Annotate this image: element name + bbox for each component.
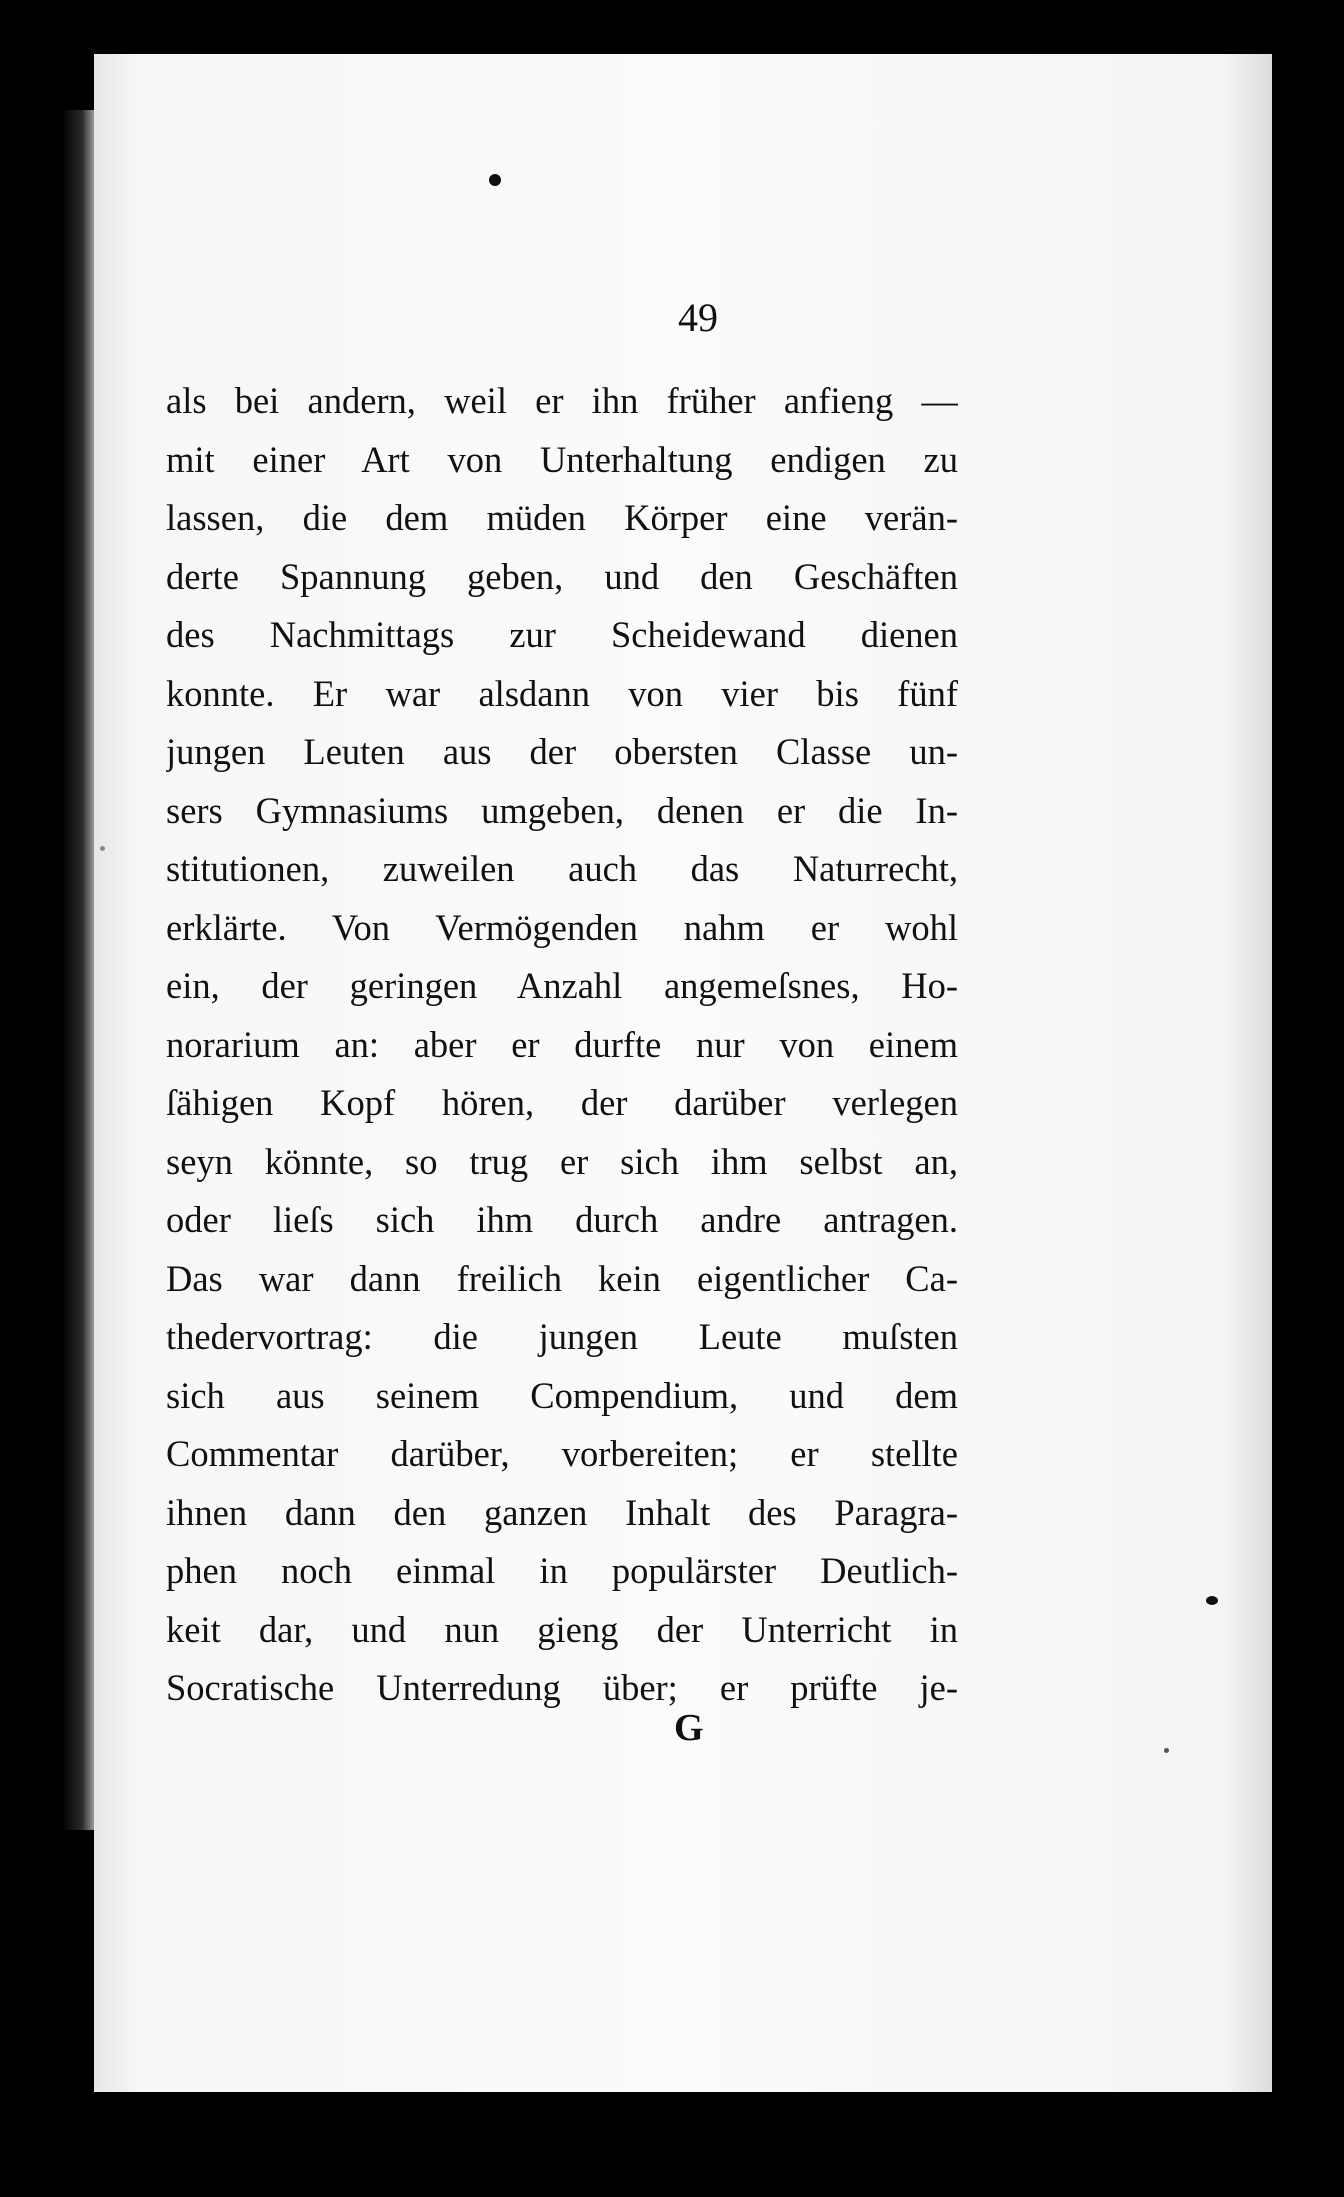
book-page <box>94 54 1272 2092</box>
text-line: jungen Leuten aus der obersten Classe un- <box>166 731 958 772</box>
text-line: konnte. Er war alsdann von vier bis fünf <box>166 672 958 714</box>
text-line: als bei andern, weil er ihn früher anfieng — <box>166 380 958 421</box>
ink-speck <box>1206 1596 1218 1605</box>
text-line: ihnen dann den ganzen Inhalt des Paragra- <box>166 1491 958 1533</box>
text-line: norarium an: aber er durfte nur von einem <box>166 1023 958 1065</box>
text-line: sers Gymnasiums umgeben, denen er die In- <box>166 789 958 831</box>
page-number: 49 <box>678 295 718 340</box>
book-spine-shadow <box>64 110 94 1830</box>
text-line: Commentar darüber, vorbereiten; er stellte <box>166 1433 958 1474</box>
text-line: lassen, die dem müden Körper eine verän- <box>166 497 958 538</box>
ink-speck <box>100 846 105 851</box>
text-line: ein, der geringen Anzahl angemeſsnes, Ho- <box>166 965 958 1006</box>
text-line: ſähigen Kopf hören, der darüber verlegen <box>166 1082 958 1123</box>
text-line: sich aus seinem Compendium, und dem <box>166 1374 958 1416</box>
signature-mark: G <box>674 1707 704 1749</box>
text-line: oder lieſs sich ihm durch andre antragen. <box>166 1199 958 1240</box>
text-line: seyn könnte, so trug er sich ihm selbst an, <box>166 1140 958 1182</box>
text-line: Socratische Unterredung über; er prüfte je- <box>166 1667 958 1708</box>
text-line: mit einer Art von Unterhaltung endigen zu <box>166 438 958 480</box>
text-line: stitutionen, zuweilen auch das Naturrecht, <box>166 848 958 889</box>
text-line: phen noch einmal in populärster Deutlich- <box>166 1550 958 1591</box>
text-line: derte Spannung geben, und den Geschäften <box>166 555 958 597</box>
ink-speck <box>489 174 501 186</box>
text-line: des Nachmittags zur Scheidewand dienen <box>166 614 958 655</box>
text-line: erklärte. Von Vermögenden nahm er wohl <box>166 906 958 948</box>
body-text <box>166 372 958 1718</box>
ink-speck <box>1164 1748 1169 1753</box>
text-line: Das war dann freilich kein eigentlicher Ca- <box>166 1257 958 1299</box>
text-line: thedervortrag: die jungen Leute muſsten <box>166 1316 958 1357</box>
text-line: keit dar, und nun gieng der Unterricht in <box>166 1608 958 1650</box>
